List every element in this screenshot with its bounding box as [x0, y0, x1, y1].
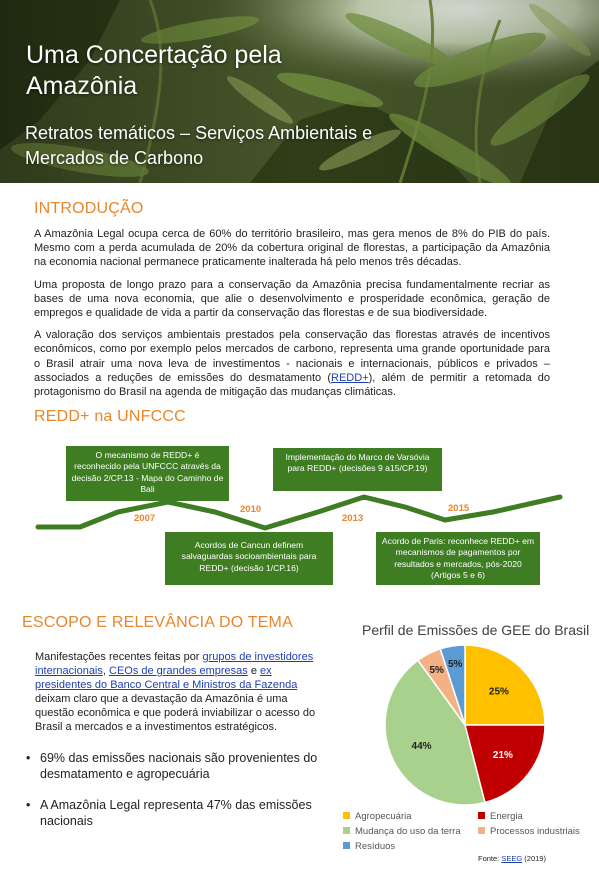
page-subtitle: Retratos temáticos – Serviços Ambientais e Mercados de Carbono — [25, 123, 373, 168]
header-banner — [0, 0, 599, 183]
redd-timeline — [0, 440, 599, 590]
legend-swatch — [478, 812, 485, 819]
pie-label-3: 44% — [411, 740, 432, 752]
intro-p3-text-before: A valoração dos serviços ambientais prestados pela conservação das florestas através de incentivos econômicos, como por exemplo pelos mercados de carbono, representa uma grande oportunidade para o Brasil atrair uma nova leva de investimentos - nacionais e internacionais, públicos e privados – associados a reduções de emissões do desmatamento ( — [34, 329, 550, 384]
timeline-event-2013: Implementação do Marco de Varsóvia para REDD+ (decisões 9 a15/CP.19) — [273, 448, 442, 491]
intro-paragraph-2: Uma proposta de longo prazo para a conservação da Amazônia precisa fundamentalmente recriar as bases de uma nova economia, que alie o desenvolvimento e prosperidade econômica, geração de empregos e qualidade de vida a partir da conservação das florestas e de sua biodiversidade. — [34, 278, 550, 320]
legend-swatch — [343, 812, 350, 819]
escopo-separator-2: e — [247, 665, 261, 677]
legend-swatch — [343, 827, 350, 834]
legend-swatch — [478, 827, 485, 834]
legend-item — [343, 826, 461, 837]
legend-label: Agropecuária — [355, 811, 412, 822]
chart-title: Perfil de Emissões de GEE do Brasil — [362, 622, 590, 638]
timeline-event-2007: O mecanismo de REDD+ é reconhecido pela UNFCCC através da decisão 2/CP.13 - Mapa do Caminho de Bali — [66, 446, 229, 501]
intro-paragraph-1: A Amazônia Legal ocupa cerca de 60% do território brasileiro, mas gera menos de 8% do PIB do país. Mesmo com a perda acumulada de 20% da cobertura original de florestas, a participação da Amazônia na economia nacional permanece praticamente inalterada há pelo menos três décadas. — [34, 228, 550, 269]
ceos-link[interactable]: CEOs de grandes empresas — [109, 665, 248, 677]
investors-link[interactable]: grupos de investidores internacionais — [35, 651, 314, 677]
source-suffix: (2019) — [522, 854, 546, 863]
escopo-heading: ESCOPO E RELEVÂNCIA DO TEMA — [22, 614, 293, 631]
escopo-paragraph — [35, 650, 323, 734]
timeline-year-2013: 2013 — [342, 513, 364, 524]
pie-label-5: 5% — [448, 658, 463, 670]
legend-item — [478, 811, 523, 822]
timeline-year-2007: 2007 — [134, 513, 156, 524]
timeline-event-2015: Acordo de Paris: reconhece REDD+ em mecanismos de pagamentos por resultados e mercados, pós-2020 (Artigos 5 e 6) — [376, 532, 540, 585]
bullet-item: • 69% das emissões nacionais são provenientes do desmatamento e agropecuária — [26, 750, 326, 782]
legend-item — [343, 841, 395, 852]
legend-swatch — [343, 842, 350, 849]
ex-presidents-link[interactable]: ex presidentes do Banco Central e Ministros da Fazenda — [35, 665, 298, 691]
legend-label: Mudança do uso da terra — [355, 826, 461, 837]
legend-item — [343, 811, 412, 822]
timeline-year-2015: 2015 — [448, 503, 470, 514]
chart-source — [478, 854, 546, 863]
redd-link[interactable]: REDD+ — [331, 371, 369, 384]
bullet-item: • A Amazônia Legal representa 47% das emissões nacionais — [26, 797, 326, 829]
emissions-pie-chart — [380, 640, 550, 810]
pie-label-4: 5% — [429, 664, 444, 676]
source-prefix: Fonte: — [478, 854, 502, 863]
escopo-text-end: deixam claro que a devastação da Amazônia é uma questão econômica e que poderá inviabilizar o acesso do Brasil a mercados e a investimentos estratégicos. — [35, 693, 316, 733]
timeline-year-2010: 2010 — [240, 504, 262, 515]
pie-slice-1 — [465, 645, 545, 725]
seeg-link[interactable]: SEEG — [501, 854, 523, 863]
page-title: Uma Concertação pela Amazônia — [26, 41, 282, 100]
timeline-heading: REDD+ na UNFCCC — [34, 408, 186, 425]
legend-label: Energia — [490, 811, 523, 822]
legend-label: Processos industriais — [490, 826, 580, 837]
pie-label-2: 21% — [492, 749, 513, 761]
legend-label: Resíduos — [355, 841, 396, 852]
legend-item — [478, 826, 580, 837]
timeline-event-2010: Acordos de Cancun definem salvaguardas socioambientais para REDD+ (decisão 1/CP.16) — [165, 532, 333, 585]
intro-p3-text-after: ), além de permitir a retomada do protagonismo do Brasil na agenda de mitigação das mudanças climáticas. — [34, 371, 550, 399]
escopo-text-start: Manifestações recentes feitas por — [35, 651, 203, 663]
pie-label-1: 25% — [488, 686, 509, 698]
intro-heading: INTRODUÇÃO — [34, 200, 144, 217]
escopo-bullet-list — [26, 750, 326, 844]
escopo-separator-1: , — [102, 665, 109, 677]
intro-body — [34, 227, 550, 407]
intro-paragraph-3 — [34, 328, 550, 399]
